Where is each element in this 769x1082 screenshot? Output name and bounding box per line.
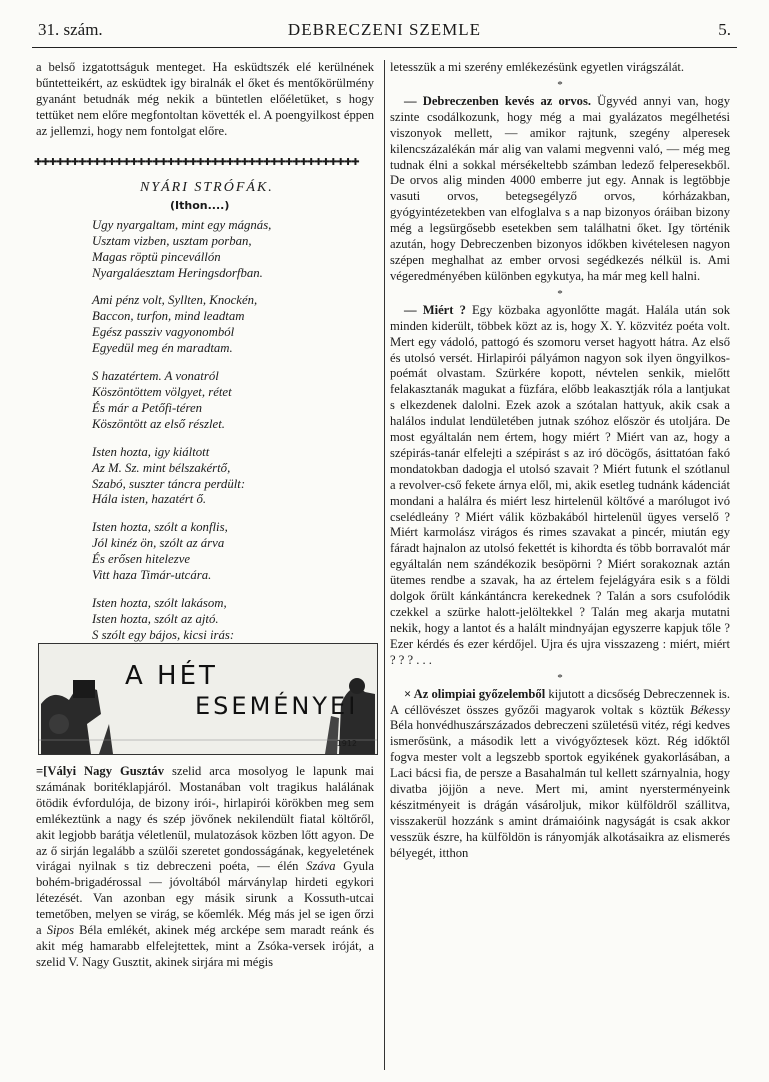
left-top-article [36,60,374,140]
poem-line: Az M. Sz. mint bélszakértő, [92,460,231,475]
poem-stanza [92,369,372,433]
issue-number: 31. szám. [38,20,103,39]
poem-line: Köszöntöttem völgyet, rétet [92,384,232,399]
poem-line: Egyedül meg én maradtam. [92,341,233,356]
olympic-text-1: kijutott a dicsőség Debreczennek is. A céllövészet összes győzői magyarok voltak s köztük [390,686,730,717]
poem-line: S hazatértem. A vonatról [92,369,219,384]
section-star: * [557,78,563,91]
right-column [390,60,730,862]
column-divider [384,60,385,1070]
person-name: Vályi Nagy Gusztáv [47,764,165,778]
poem-line: S szólt egy bájos, kicsi irás: [92,627,235,642]
poem-line: Isten hozta, igy kiáltott [92,444,210,459]
poem-line: És erősen hitelezve [92,552,191,567]
left-bottom-article [36,764,374,971]
poem-line: Magas röptü pincevállón [92,249,221,264]
olympic-heading: × Az olimpiai győzelemből [404,686,546,701]
poem-line: Egész passziv vagyonomból [92,325,235,340]
why-article [390,303,730,669]
header-rule [32,47,737,48]
poem-line: Jól kinéz ön, szólt az árva [92,536,225,551]
poem-line: Isten hozta, szólt lakásom, [92,595,227,610]
poem-line: Isten hozta, szólt a konflis, [92,520,228,535]
banner-title-line2: ESEMÉNYEI [195,692,359,720]
poem-line: Isten hozta, szólt az ajtó. [92,611,219,626]
poem-line: Hála isten, hazatért ő. [92,492,207,507]
poem [92,180,372,672]
poem-author: (Ithon....) [170,198,230,212]
valyi-article [36,764,374,971]
why-text: Egy közbaka agyonlőtte magát. Halála után sok minden kiderült, többek közt az is, hogy X. Y. közvitéz poéta volt. Mert egy vádoló, pattogó és szomoru verset hagyott hátra. Az első és utolsó versét. Hirlapirói pályámon nagyon sok ilyen öngyilkos-poémát olvastam. Szürkére kopott, névtelen senkik, mielőtt felakasztanák magukat a füzfára, előbb leakasztják róla a lantjukat s elkezdenek dalolni. Ezek azok a szótalan hattyuk, akik csak a halálos indulat lendületében jutnak szóhoz először és utoljára. De most egyáltalán nem értem, hogy miért ? Miért van az, hogy a szépirás-tanár elfelejti a szépirást s az iró döcögős, ásittatóan fakó mondatokban dadogja el utolsó szavait ? Miért futunk el szótlanul a revolver-cső fekete árnya elől, mi, akik esetleg tudnánk kádenciát mondani a halálra és miért lesz hirtelenül költővé a marólugot ivó cselédleány ? Miért válik közbakából hirtelenül ügyes verselő ? Miért karmolász virágos és rimes szavakat a pincér, miután egy fáradt hajnalon az utolsó fekettét is kihordta és több borravalót már egyáltalán nem szándékozik besöpörni ? Miért sorakoznak aztán ütemes rendbe a szavak, ha az értelem fejelágyára esik s a földi dolgok őrült kánkántáncra kerekednek ? Talán a sors csufolódik czekkel a szürke halott-jelöltekkel ? Talán meg akarja mutatni nekik, hogy a lantot és a halált mindnyájan egyszerre kapjuk tőle ? Ezer kérdés és ezer kérdőjel. Ujra és ujra visszazeng : miért, miért ? ? ? . . . [390,302,730,667]
person-name-3: Sipos [46,923,74,938]
poem-line: És már a Petőfi-téren [92,400,203,415]
poem-stanza [92,293,372,357]
banner-title-line1: A HÉT [125,661,218,691]
poem-line: Nyargaláesztam Heringsdorfban. [92,265,263,280]
doctor-heading: — Debreczenben kevés az orvos. [404,93,592,108]
article-continuation: a belső izgatottságuk menteget. Ha esküdtszék elé kerülnének bűntetteikért, az esküdtek igy biralnák el őket és mentőkörülmény gyanánt betudnák még nekik a büntetlen előéletüket, s hogy tettüket nem előre megfontoltan követték el. A poengyilkost éppen az jellemzi, hogy nem fontolgat előre. [36,60,374,138]
why-heading: — Miért ? [404,302,466,317]
banner-year: 1912 [336,739,357,748]
poem-stanzas [92,218,372,660]
poem-line: Köszöntött az első részlet. [92,416,225,431]
poem-line: Vitt haza Timár-utcára. [92,568,212,583]
article-text-3: Béla emlékét, akinek még arcképe sem maradt reánk és akit még hamarabb elfelejtettek, mint a Zsóka-versek iróját, a szelid V. Nagy Gusztit, akinek sirjára mi mégis [36,923,374,969]
lead-mark: =[ [36,764,48,778]
section-star: * [557,287,563,300]
intro-text: letesszük a mi szerény emlékezésünk egyetlen virágszálát. [390,60,685,74]
poem-line: Baccon, turfon, mind leadtam [92,309,245,324]
doctor-article [390,94,730,285]
poem-stanza [92,445,372,509]
poem-line: Ami pénz volt, Syllten, Knockén, [92,293,258,308]
doctor-text: Ügyvéd annyi van, hogy szinte csodálkozunk, hogy még a mai gyalázatos megélhetési viszonyok mellett, — amikor rajtunk, szegény alperesek kilencszázalékán már alig van valami megvenni való, — még meg tudnak élni a sokkal mérsékeltebb számban ledező felperesekből. De orvos alig minden 4000 emberre jut egy. Annak is legtöbbje vasuti orvos, betegsegélyző orvos, kórházakban, gyógyintézetekben van elfoglalva s a nap bizonyos óráiban bizony még a legsürgősebb esetekben sem találhatni őket. Igy történik azután, hogy Debreczenben bizonyos időkben kivételesen nagyon szépen meghalhat az ember orvosi segédkezés nélkül is. Ami végeredményében különben egykutya, ha már meg kell halni. [390,93,730,283]
journal-title: DEBRECZENI SZEMLE [287,20,482,39]
person-name-2: Száva [306,859,336,874]
events-banner-illustration [38,643,378,755]
poem-title: NYÁRI STRÓFÁK. [140,180,274,195]
article-text-2: Gyula bohém-brigadérossal — jóvoltából márványlap hirdeti egykori létezését. Van azonban egy másik sirunk a Kossuth-utcai temetőben, melyen se virág, se kőemlék. Még más jel se igen őrzi a [36,859,374,938]
article-text-1: szelid arca mosolyog le lapunk mai számának boritéklapjáról. Mostanában volt tragikus halálának ötödik évfordulója, de bizony irói-, hirlapirói körökben meg sem emlékeztünk a nagy és szép jövőnek nekilendült fiatal költőről, akit legjobb barátja véletlenül, mulatozások közben lőtt agyon. De az ő sirján legalább a szülői szeretet gondosságának, kegyeletének virágai nyilnak s tiz debreczeni poéta, — élén [36,764,374,874]
page-header [38,20,731,44]
poem-stanza [92,218,372,282]
page-number: 5. [718,20,731,39]
olympic-person-name: Békessy [690,702,730,717]
olympic-text-2: Béla honvédhuszárszázados debreczeni születésü vitéz, régi kedves ismerősünk, a második lett a vivógyőztesek közt. Rég időktől fogva mester volt a legszebb sportok egyikének gyakorlásában, a Laci bácsi fia, de persze a Basahalmán tul kellett szárnyalnia, hogy divatba jöjjön a neve. Mert mi, amint nyersterményeink készitményeit is drágán vásároljuk, mikor külföldről szállitva, visszakerül hozzánk s amint drámaióink nagyságát is csak akkor vesszük észre, ha külföldön is rányomják alkotásaikra az elismerés bélyegét, itthon [390,718,730,860]
poem-line: Szabó, suszter táncra perdült: [92,476,246,491]
olympic-article [390,687,730,862]
poem-stanza [92,520,372,584]
cross-ornament-divider: ✚✚✚✚✚✚✚✚✚✚✚✚✚✚✚✚✚✚✚✚✚✚✚✚✚✚✚✚✚✚✚✚✚✚✚✚✚✚✚✚✚✚✚✚ [34,158,359,168]
section-star: * [557,671,563,684]
poem-line: Ugy nyargaltam, mint egy mágnás, [92,217,272,232]
poem-line: Usztam vizben, usztam porban, [92,233,252,248]
